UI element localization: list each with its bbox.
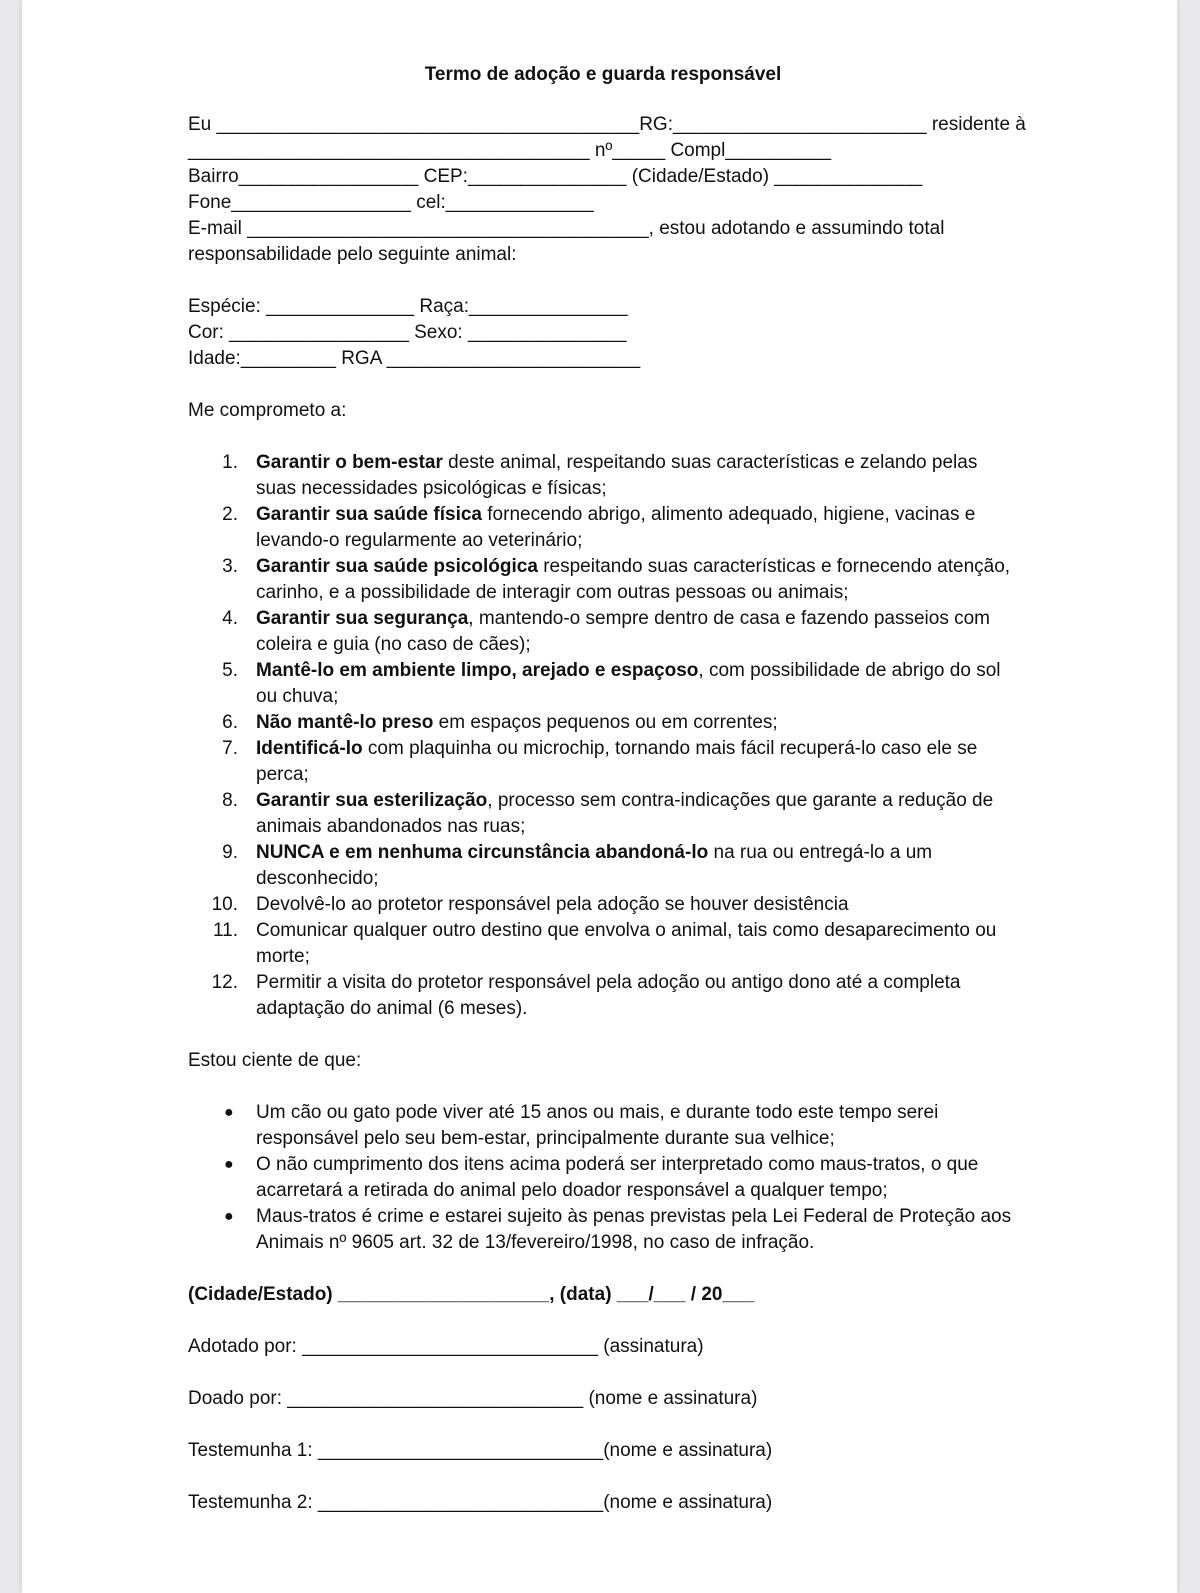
commitment-text: Permitir a visita do protetor responsável pela adoção ou antigo dono até a completa adaptação do animal (6 meses).	[256, 972, 961, 1019]
commitment-item	[188, 736, 1018, 788]
animal-fields	[188, 294, 1018, 372]
commitment-text: deste animal, respeitando suas características e zelando pelas suas necessidades psicológicas e físicas;	[256, 452, 978, 499]
commitment-bold-text: Identificá-lo	[256, 738, 363, 759]
commitment-number: 11.	[212, 920, 238, 941]
commitment-text: Devolvê-lo ao protetor responsável pela adoção se houver desistência	[256, 894, 849, 915]
commitment-bold-text: NUNCA e em nenhuma circunstância abandoná-lo	[256, 842, 709, 863]
commitment-text: com plaquinha ou microchip, tornando mais fácil recuperá-lo caso ele se perca;	[256, 738, 978, 785]
aware-text: Um cão ou gato pode viver até 15 anos ou mais, e durante todo este tempo serei responsável pelo seu bem-estar, principalmente durante sua velhice;	[256, 1102, 939, 1149]
spacer	[188, 268, 1018, 294]
commitment-item	[188, 710, 1018, 736]
aware-item	[188, 1204, 1018, 1256]
adopter-field-line: ______________________________________ nº_____ Compl__________	[188, 140, 832, 161]
commitment-number: 2.	[222, 504, 238, 525]
spacer	[188, 1074, 1018, 1100]
spacer	[188, 372, 1018, 398]
commit-heading: Me comprometo a:	[188, 400, 347, 421]
aware-item	[188, 1100, 1018, 1152]
commitment-item	[188, 554, 1018, 606]
adopter-field-line: Bairro_________________ CEP:_______________ (Cidade/Estado) ______________	[188, 166, 923, 187]
commitment-text: respeitando suas características e fornecendo atenção, carinho, e a possibilidade de interagir com outras pessoas ou animais;	[256, 556, 1011, 603]
aware-text: O não cumprimento dos itens acima poderá ser interpretado como maus-tratos, o que acarretará a retirada do animal pelo doador responsável a qualquer tempo;	[256, 1154, 979, 1201]
adopter-field-line: Fone_________________ cel:______________	[188, 192, 594, 213]
aware-list	[188, 1100, 1018, 1256]
spacer	[188, 424, 1018, 450]
spacer	[188, 1022, 1018, 1048]
signature-line: Doado por: ____________________________ (nome e assinatura)	[188, 1388, 758, 1409]
commitment-number: 6.	[222, 712, 238, 733]
commitment-number: 4.	[222, 608, 238, 629]
adopter-field-line: Eu ________________________________________RG:________________________ residente à	[188, 114, 1026, 135]
commitment-item	[188, 606, 1018, 658]
document-page	[22, 0, 1177, 1593]
commitment-item	[188, 502, 1018, 554]
commitment-bold-text: Não mantê-lo preso	[256, 712, 434, 733]
adopter-field-line: E-mail ______________________________________, estou adotando e assumindo total	[188, 218, 945, 239]
spacer	[188, 1256, 1018, 1282]
bullet-icon: ●	[224, 1104, 234, 1121]
commitment-bold-text: Garantir sua saúde psicológica	[256, 556, 538, 577]
commitment-item	[188, 970, 1018, 1022]
aware-item	[188, 1152, 1018, 1204]
commitment-text: fornecendo abrigo, alimento adequado, higiene, vacinas e levando-o regularmente ao veterinário;	[256, 504, 976, 551]
commitment-text: , processo sem contra-indicações que garante a redução de animais abandonados nas ruas;	[256, 790, 994, 837]
commitment-number: 9.	[222, 842, 238, 863]
commitment-text: Comunicar qualquer outro destino que envolva o animal, tais como desaparecimento ou morte;	[256, 920, 997, 967]
aware-text: Maus-tratos é crime e estarei sujeito às penas previstas pela Lei Federal de Proteção aos Animais nº 9605 art. 32 de 13/fevereiro/1998, no caso de infração.	[256, 1206, 1012, 1253]
bullet-icon: ●	[224, 1156, 234, 1173]
commitment-number: 8.	[222, 790, 238, 811]
document-title: Termo de adoção e guarda responsável	[424, 64, 782, 85]
commitment-bold-text: Garantir sua saúde física	[256, 504, 482, 525]
commitment-bold-text: Garantir sua esterilização	[256, 790, 488, 811]
commitment-number: 7.	[222, 738, 238, 759]
adopter-field-line: responsabilidade pelo seguinte animal:	[188, 244, 517, 265]
commitment-number: 3.	[222, 556, 238, 577]
animal-field-line: Cor: _________________ Sexo: _______________	[188, 322, 627, 343]
commitment-text: em espaços pequenos ou em correntes;	[433, 712, 778, 733]
commitment-item	[188, 840, 1018, 892]
commitment-text: , mantendo-o sempre dentro de casa e fazendo passeios com coleira e guia (no caso de cães);	[256, 608, 991, 655]
bullet-icon: ●	[224, 1208, 234, 1225]
commitment-bold-text: Mantê-lo em ambiente limpo, arejado e espaçoso	[256, 660, 699, 681]
document-content	[188, 60, 1026, 1542]
date-line: (Cidade/Estado) ____________________, (data) ___/___ / 20___	[188, 1284, 755, 1305]
signature-line: Adotado por: ____________________________ (assinatura)	[188, 1336, 704, 1357]
commitment-item	[188, 658, 1018, 710]
commitment-text: , com possibilidade de abrigo do sol ou chuva;	[256, 660, 1001, 707]
animal-field-line: Espécie: ______________ Raça:_______________	[188, 296, 628, 317]
commitment-number: 10.	[211, 894, 238, 915]
commitment-number: 5.	[222, 660, 238, 681]
signature-line: Testemunha 2: ___________________________(nome e assinatura)	[188, 1492, 773, 1513]
animal-field-line: Idade:_________ RGA ________________________	[188, 348, 641, 369]
commitment-bold-text: Garantir sua segurança	[256, 608, 469, 629]
commitment-item	[188, 918, 1018, 970]
commitment-item	[188, 788, 1018, 840]
commitment-number: 12.	[211, 972, 238, 993]
commitment-text: na rua ou entregá-lo a um desconhecido;	[256, 842, 933, 889]
commitment-list	[188, 450, 1018, 1022]
aware-heading: Estou ciente de que:	[188, 1050, 362, 1071]
commitment-number: 1.	[222, 452, 238, 473]
adopter-fields	[188, 112, 1026, 268]
signature-line: Testemunha 1: ___________________________(nome e assinatura)	[188, 1440, 773, 1461]
commitment-bold-text: Garantir o bem-estar	[256, 452, 443, 473]
commitment-item	[188, 450, 1018, 502]
commitment-item	[188, 892, 1018, 918]
